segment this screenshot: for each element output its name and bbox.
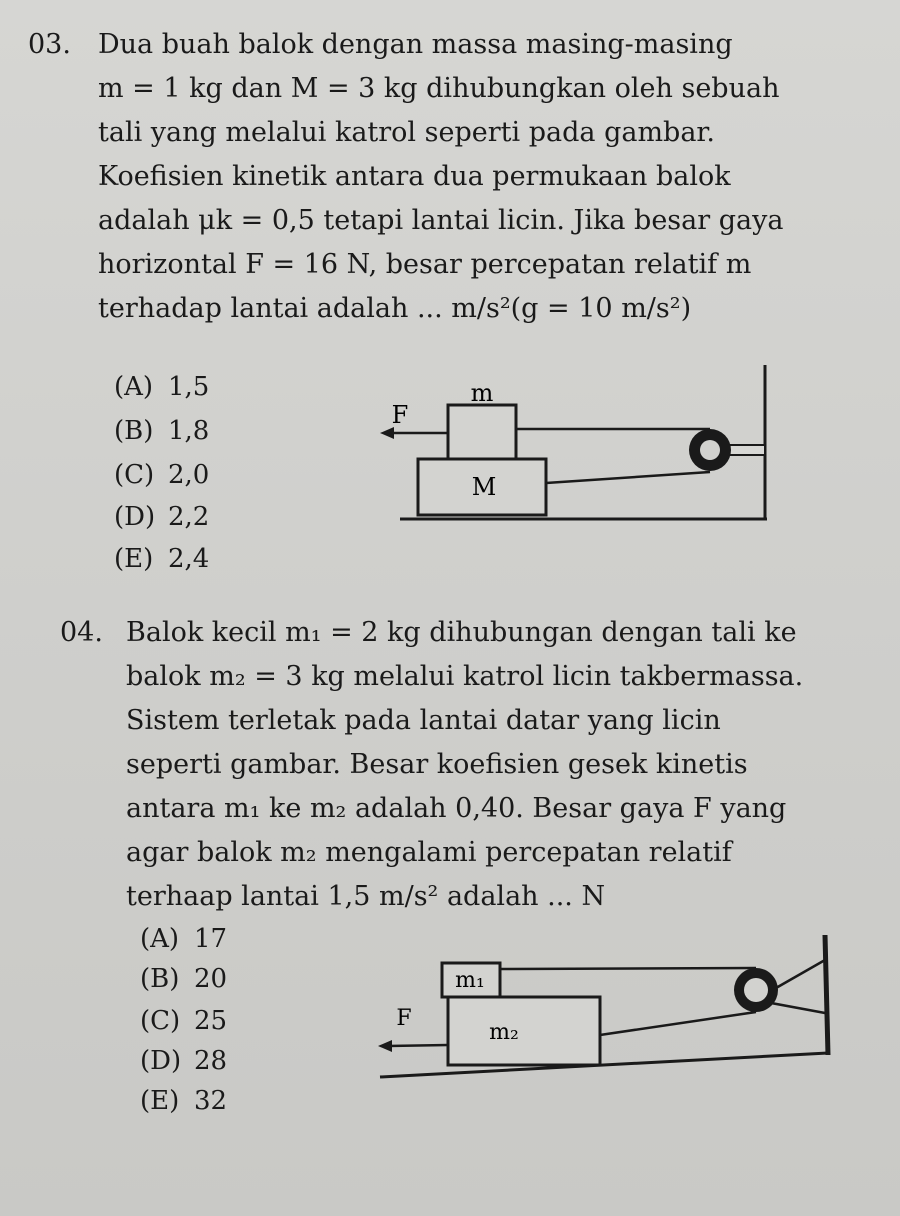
answer-option-e[interactable]: (E) 32 bbox=[140, 1086, 228, 1116]
question-text-line: adalah μk = 0,5 tetapi lantai licin. Jika besar gaya bbox=[98, 205, 784, 236]
answer-option-e[interactable]: (E) 2,4 bbox=[114, 544, 210, 574]
question-number: 03. bbox=[28, 29, 71, 60]
question-text-line: antara m₁ ke m₂ adalah 0,40. Besar gaya F yang bbox=[126, 793, 787, 824]
answer-option-a[interactable]: (A) 17 bbox=[140, 924, 228, 954]
force-label: F bbox=[396, 1006, 412, 1031]
force-label: F bbox=[391, 401, 409, 429]
answer-option-b[interactable]: (B) 20 bbox=[140, 964, 228, 994]
question-text-line: terhadap lantai adalah ... m/s²(g = 10 m/s²) bbox=[98, 293, 692, 324]
question-text-line: Koefisien kinetik antara dua permukaan balok bbox=[98, 161, 731, 192]
answer-option-d[interactable]: (D) 28 bbox=[140, 1046, 228, 1076]
question-text-line: Balok kecil m₁ = 2 kg dihubungan dengan tali ke bbox=[126, 617, 797, 648]
answer-option-a[interactable]: (A) 1,5 bbox=[114, 372, 210, 402]
answer-option-c[interactable]: (C) 25 bbox=[140, 1006, 228, 1036]
question-number: 04. bbox=[60, 617, 103, 648]
block-large-label: m₂ bbox=[489, 1020, 519, 1045]
question-text-line: Dua buah balok dengan massa masing-masing bbox=[98, 29, 733, 60]
block-small-label: m bbox=[470, 379, 494, 407]
pulley-diagram-04 bbox=[370, 925, 840, 1085]
pulley-diagram-03 bbox=[370, 355, 790, 530]
block-large-label: M bbox=[471, 473, 497, 501]
answer-option-d[interactable]: (D) 2,2 bbox=[114, 502, 210, 532]
question-text-line: balok m₂ = 3 kg melalui katrol licin takbermassa. bbox=[126, 661, 804, 692]
question-text-line: agar balok m₂ mengalami percepatan relatif bbox=[126, 837, 732, 868]
block-small-label: m₁ bbox=[455, 968, 485, 993]
answer-option-c[interactable]: (C) 2,0 bbox=[114, 460, 210, 490]
question-text-line: horizontal F = 16 N, besar percepatan relatif m bbox=[98, 249, 752, 280]
question-text-line: seperti gambar. Besar koefisien gesek kinetis bbox=[126, 749, 748, 780]
question-text-line: tali yang melalui katrol seperti pada gambar. bbox=[98, 117, 715, 148]
force-arrow-icon bbox=[378, 1040, 392, 1052]
answer-option-b[interactable]: (B) 1,8 bbox=[114, 416, 210, 446]
question-text-line: m = 1 kg dan M = 3 kg dihubungkan oleh sebuah bbox=[98, 73, 780, 104]
question-text-line: Sistem terletak pada lantai datar yang licin bbox=[126, 705, 721, 736]
question-text-line: terhaap lantai 1,5 m/s² adalah ... N bbox=[126, 881, 606, 912]
